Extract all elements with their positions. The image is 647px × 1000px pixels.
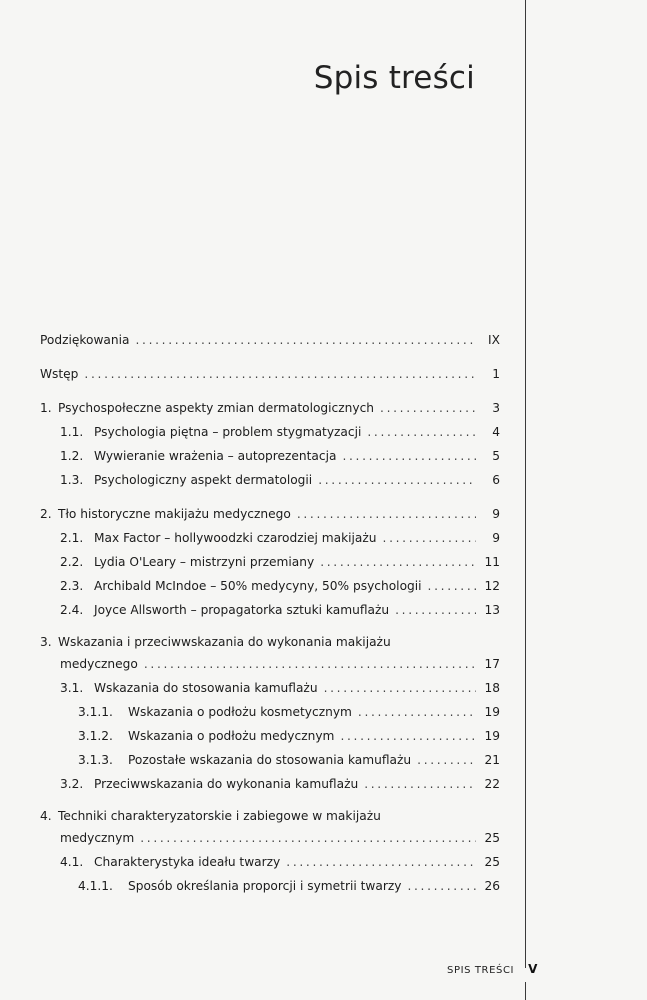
toc-entry-page: 17 xyxy=(484,657,500,671)
toc-entry-text-cont: medycznego xyxy=(60,657,138,671)
toc-entry-chapter-1[interactable] xyxy=(40,396,500,420)
toc-entry-text: Psychologiczny aspekt dermatologii xyxy=(94,473,313,487)
leader-dots xyxy=(340,724,476,748)
toc-entry-3-1-1[interactable] xyxy=(40,700,500,724)
toc-entry-chapter-4-cont[interactable] xyxy=(40,826,500,850)
toc-entry-chapter-2[interactable] xyxy=(40,502,500,526)
toc-entry-text: Podziękowania xyxy=(40,333,130,347)
toc-entry-page: 22 xyxy=(484,777,500,791)
toc-entry-number: 4.1.1. xyxy=(78,879,113,893)
toc-entry-2-3[interactable] xyxy=(40,574,500,598)
page-title: Spis treści xyxy=(313,60,475,96)
toc-entry-number: 2.2. xyxy=(60,555,84,569)
running-footer-label: SPIS TREŚCI xyxy=(447,965,515,976)
leader-dots xyxy=(324,676,476,700)
toc-entry-2-1[interactable] xyxy=(40,526,500,550)
toc-entry-page: 19 xyxy=(484,729,500,743)
leader-dots xyxy=(407,874,476,898)
toc-entry-number: 1. xyxy=(40,401,52,415)
toc-entry-number: 3.1.2. xyxy=(78,729,113,743)
leader-dots xyxy=(297,502,476,526)
vertical-rule-bottom xyxy=(525,982,526,1000)
toc-entry-text: Max Factor – hollywoodzki czarodziej makijażu xyxy=(94,531,377,545)
toc-entry-text: Techniki charakteryzatorskie i zabiegowe w makijażu xyxy=(58,809,381,823)
toc-entry-number: 2.3. xyxy=(60,579,84,593)
toc-entry-text: Tło historyczne makijażu medycznego xyxy=(58,507,291,521)
toc-entry-text: Przeciwwskazania do wykonania kamuflażu xyxy=(94,777,359,791)
page-footer xyxy=(447,962,537,976)
toc-entry-page: 9 xyxy=(492,507,500,521)
toc-entry-page: 4 xyxy=(492,425,500,439)
table-of-contents xyxy=(40,328,500,898)
toc-entry-number: 4.1. xyxy=(60,855,84,869)
toc-entry-2-2[interactable] xyxy=(40,550,500,574)
leader-dots xyxy=(84,362,476,386)
leader-dots xyxy=(144,652,476,676)
toc-entry-number: 4. xyxy=(40,809,52,823)
leader-dots xyxy=(358,700,476,724)
toc-entry-chapter-3-cont[interactable] xyxy=(40,652,500,676)
toc-entry-page: 21 xyxy=(484,753,500,767)
toc-entry-3-1-3[interactable] xyxy=(40,748,500,772)
toc-entry-text: Wskazania o podłożu medycznym xyxy=(128,729,335,743)
leader-dots xyxy=(383,526,476,550)
toc-entry-number: 2.1. xyxy=(60,531,84,545)
toc-entry-number: 3. xyxy=(40,635,52,649)
toc-entry-text: Joyce Allsworth – propagatorka sztuki kamuflażu xyxy=(94,603,390,617)
toc-entry-page: 11 xyxy=(484,555,500,569)
toc-entry-text: Wskazania o podłożu kosmetycznym xyxy=(128,705,352,719)
page-number: V xyxy=(528,962,538,976)
toc-entry-page: 3 xyxy=(492,401,500,415)
toc-entry-text: Wskazania do stosowania kamuflażu xyxy=(94,681,318,695)
toc-entry-number: 3.1. xyxy=(60,681,84,695)
toc-entry-3-1-2[interactable] xyxy=(40,724,500,748)
toc-entry-4-1-1[interactable] xyxy=(40,874,500,898)
toc-entry-number: 1.1. xyxy=(60,425,84,439)
toc-entry-page: 25 xyxy=(484,855,500,869)
toc-entry-chapter-4[interactable] xyxy=(40,806,500,826)
toc-entry-3-1[interactable] xyxy=(40,676,500,700)
leader-dots xyxy=(135,328,476,352)
toc-entry-number: 3.1.3. xyxy=(78,753,113,767)
toc-entry-4-1[interactable] xyxy=(40,850,500,874)
toc-entry-text: Pozostałe wskazania do stosowania kamuflażu xyxy=(128,753,412,767)
leader-dots xyxy=(286,850,476,874)
toc-entry-2-4[interactable] xyxy=(40,598,500,622)
toc-entry-number: 2.4. xyxy=(60,603,84,617)
toc-entry-number: 2. xyxy=(40,507,52,521)
toc-entry-number: 1.3. xyxy=(60,473,84,487)
leader-dots xyxy=(428,574,476,598)
toc-entry-wstep[interactable] xyxy=(40,362,500,386)
toc-entry-text: Wywieranie wrażenia – autoprezentacja xyxy=(94,449,337,463)
toc-entry-1-2[interactable] xyxy=(40,444,500,468)
toc-entry-page: 9 xyxy=(492,531,500,545)
toc-entry-podziekowania[interactable] xyxy=(40,328,500,352)
toc-entry-page: 19 xyxy=(484,705,500,719)
toc-entry-page: 13 xyxy=(484,603,500,617)
toc-entry-text: Psychologia piętna – problem stygmatyzacji xyxy=(94,425,362,439)
toc-entry-page: 5 xyxy=(492,449,500,463)
toc-entry-text: Archibald McIndoe – 50% medycyny, 50% psychologii xyxy=(94,579,422,593)
toc-entry-number: 3.2. xyxy=(60,777,84,791)
toc-entry-page: IX xyxy=(488,333,500,347)
leader-dots xyxy=(140,826,476,850)
toc-entry-3-2[interactable] xyxy=(40,772,500,796)
leader-dots xyxy=(364,772,476,796)
leader-dots xyxy=(318,468,476,492)
leader-dots xyxy=(395,598,476,622)
toc-entry-page: 12 xyxy=(484,579,500,593)
toc-entry-page: 18 xyxy=(484,681,500,695)
toc-entry-text: Charakterystyka ideału twarzy xyxy=(94,855,281,869)
toc-entry-chapter-3[interactable] xyxy=(40,632,500,652)
leader-dots xyxy=(417,748,476,772)
vertical-rule xyxy=(525,0,526,968)
toc-entry-number: 3.1.1. xyxy=(78,705,113,719)
toc-entry-text: Wskazania i przeciwwskazania do wykonania makijażu xyxy=(58,635,391,649)
toc-entry-1-1[interactable] xyxy=(40,420,500,444)
toc-entry-page: 26 xyxy=(484,879,500,893)
toc-entry-page: 25 xyxy=(484,831,500,845)
toc-entry-text-cont: medycznym xyxy=(60,831,135,845)
toc-entry-page: 1 xyxy=(492,367,500,381)
toc-entry-number: 1.2. xyxy=(60,449,84,463)
toc-entry-text: Lydia O'Leary – mistrzyni przemiany xyxy=(94,555,315,569)
toc-entry-text: Wstęp xyxy=(40,367,79,381)
leader-dots xyxy=(367,420,476,444)
toc-entry-1-3[interactable] xyxy=(40,468,500,492)
leader-dots xyxy=(320,550,476,574)
leader-dots xyxy=(342,444,476,468)
leader-dots xyxy=(380,396,476,420)
toc-entry-text: Psychospołeczne aspekty zmian dermatologicznych xyxy=(58,401,375,415)
toc-entry-text: Sposób określania proporcji i symetrii twarzy xyxy=(128,879,402,893)
toc-entry-page: 6 xyxy=(492,473,500,487)
